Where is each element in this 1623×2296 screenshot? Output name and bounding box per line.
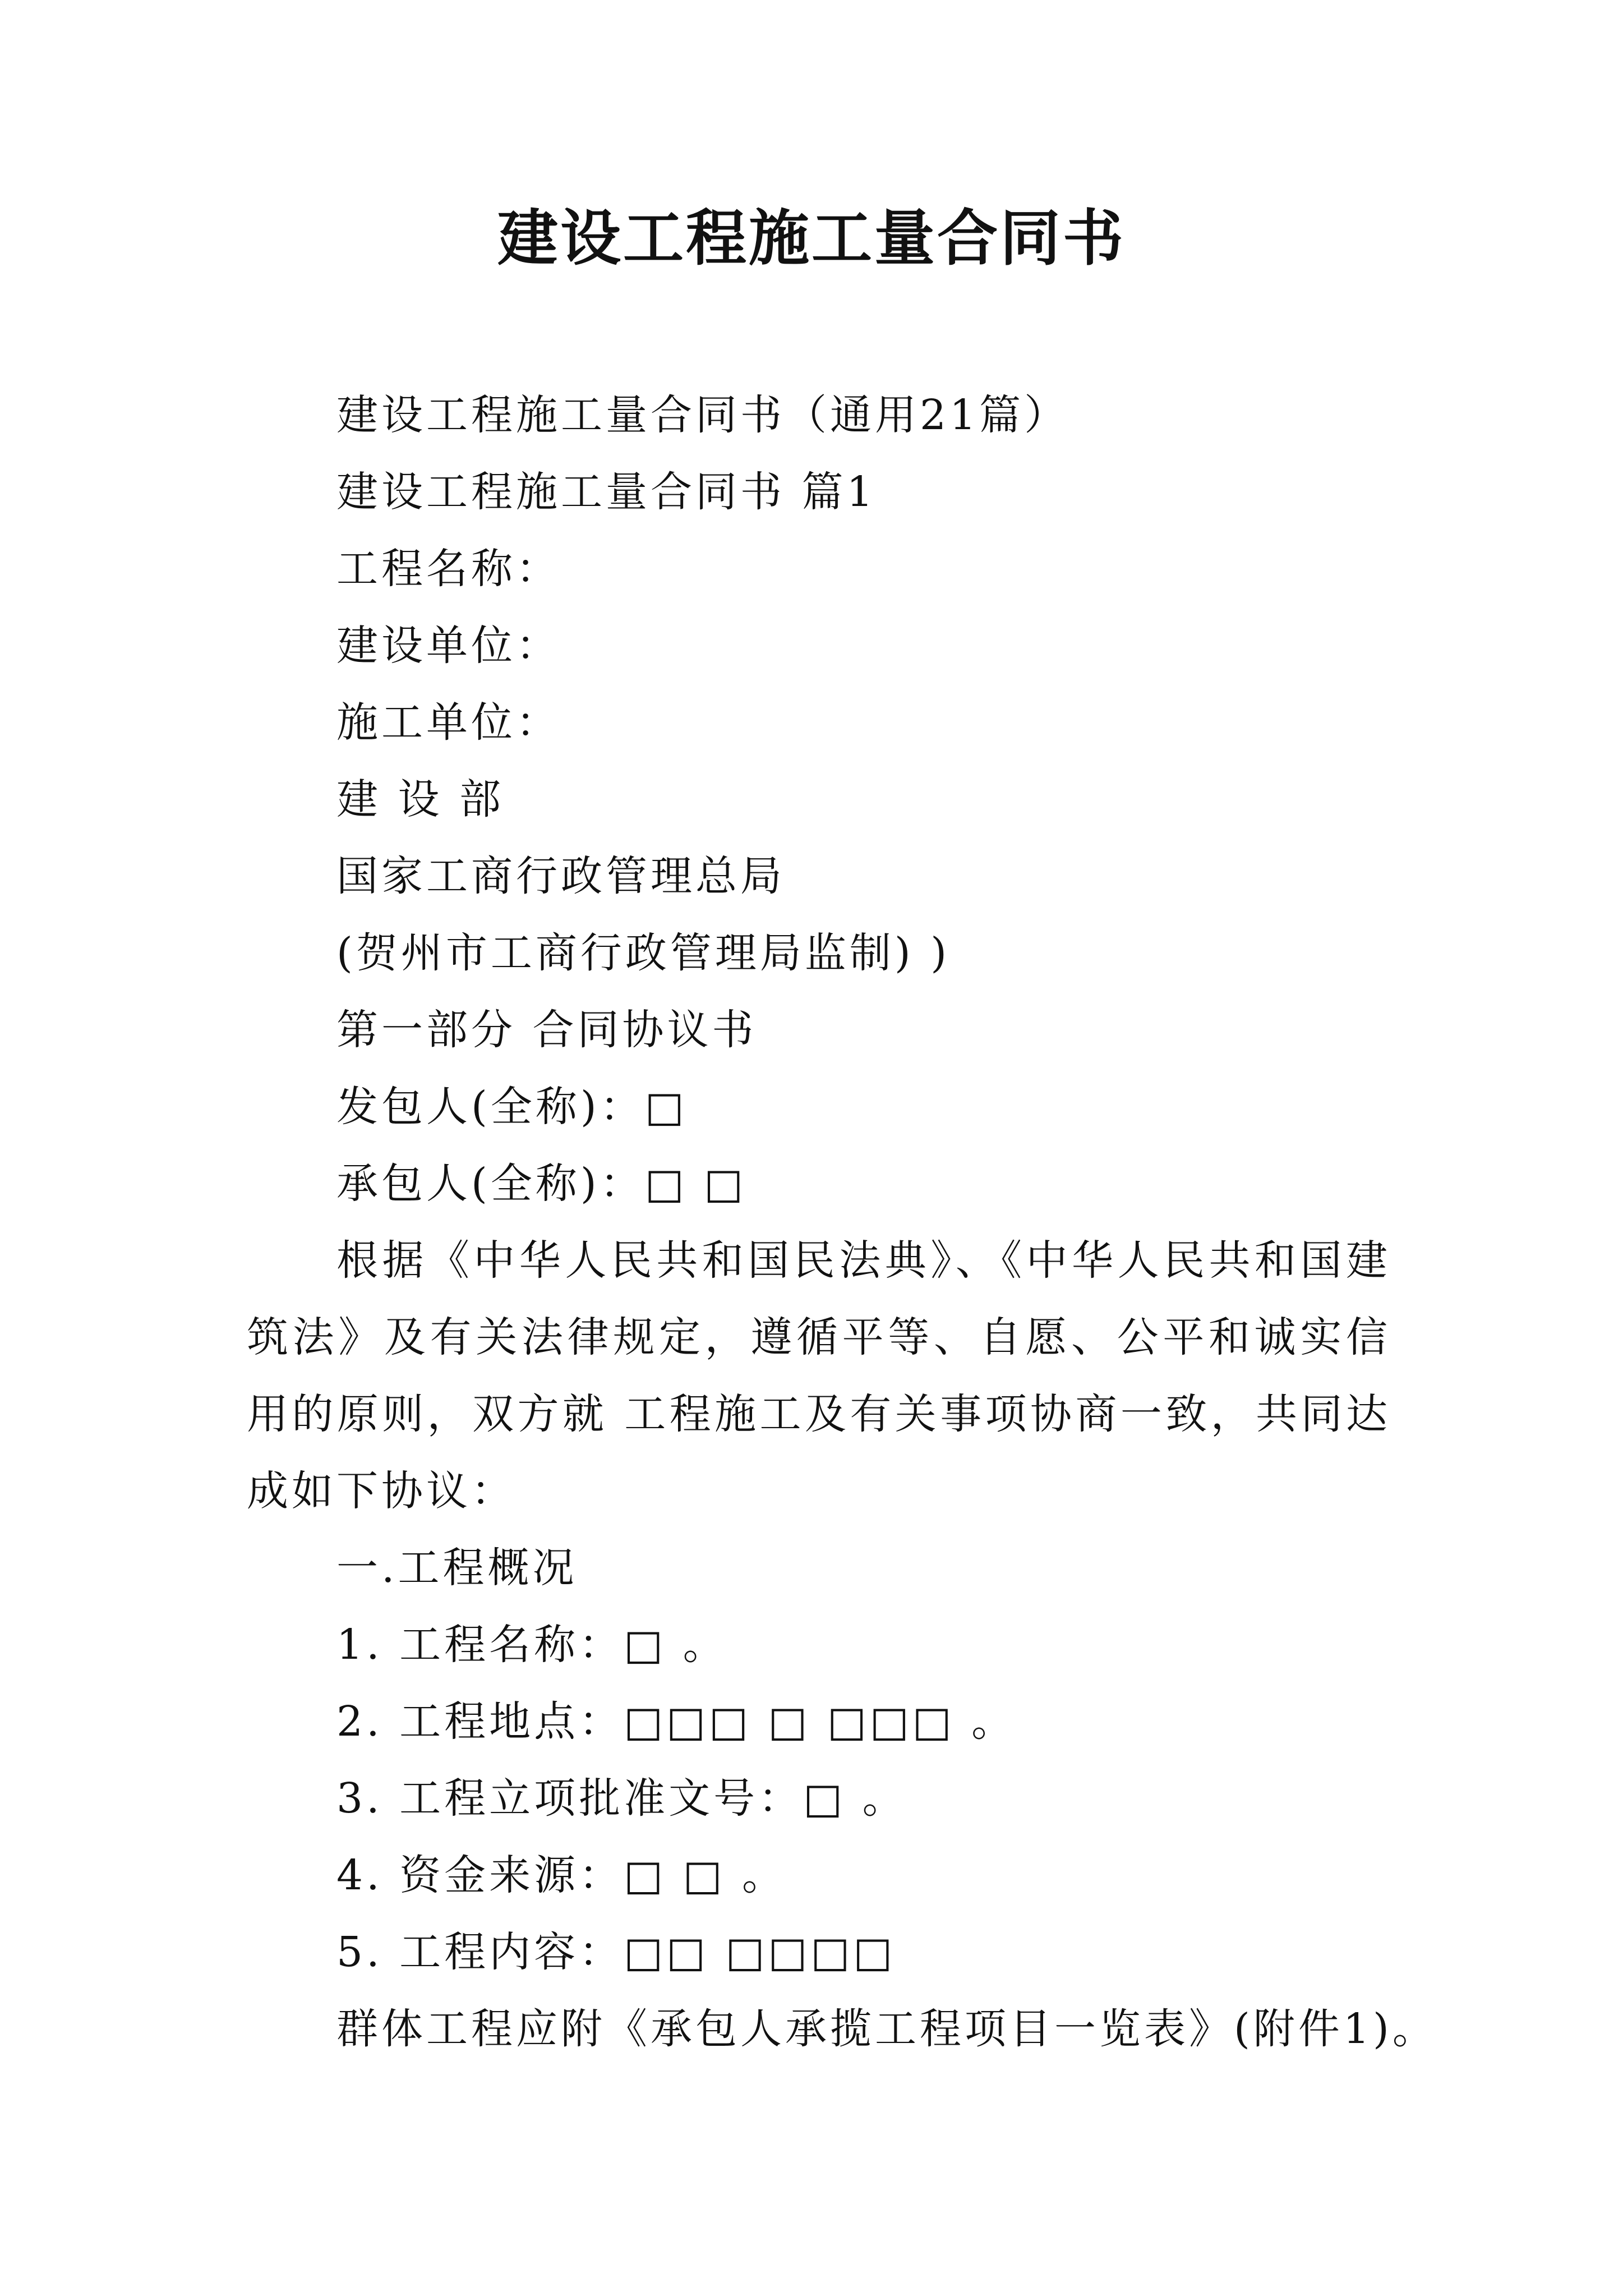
- list-item: 5. 工程内容：□□ □□□□: [336, 1928, 896, 1976]
- list-item: 4. 资金来源：□ □ 。: [336, 1851, 787, 1899]
- list-item: 1. 工程名称：□ 。: [336, 1621, 728, 1669]
- issuer-administration: 国家工商行政管理总局: [336, 852, 785, 900]
- section-heading: 一.工程概况: [336, 1544, 578, 1592]
- issuer-ministry: 建 设 部: [336, 775, 505, 823]
- list-item: 3. 工程立项批准文号：□ 。: [336, 1774, 907, 1823]
- field-project-name: 工程名称：: [336, 545, 561, 593]
- field-contractor: 承包人(全称)：□ □: [336, 1159, 747, 1208]
- part-heading: 第一部分 合同协议书: [336, 1006, 757, 1054]
- list-item: 2. 工程地点：□□□ □ □□□ 。: [336, 1697, 1017, 1746]
- field-employer: 发包人(全称)：□: [336, 1083, 688, 1131]
- subtitle-line: 建设工程施工量合同书（通用21篇）: [336, 391, 1069, 439]
- agreement-paragraph: 根据《中华人民共和国民法典》、《中华人民共和国建筑法》及有关法律规定，遵循平等、自愿、公平和诚实信用的原则，双方就 工程施工及有关事项协商一致，共同达成如下协议：: [247, 1236, 1391, 1515]
- closing-line: 群体工程应附《承包人承揽工程项目一览表》(附件1)。: [336, 2005, 1437, 2053]
- issuer-supervisor: (贺州市工商行政管理局监制) ): [336, 929, 951, 977]
- field-construction-unit: 建设单位：: [336, 622, 561, 670]
- chapter-heading: 建设工程施工量合同书 篇1: [336, 468, 877, 516]
- document-title: 建设工程施工量合同书: [497, 203, 1126, 274]
- field-contractor-unit: 施工单位：: [336, 698, 561, 747]
- document-body: [247, 377, 1437, 2068]
